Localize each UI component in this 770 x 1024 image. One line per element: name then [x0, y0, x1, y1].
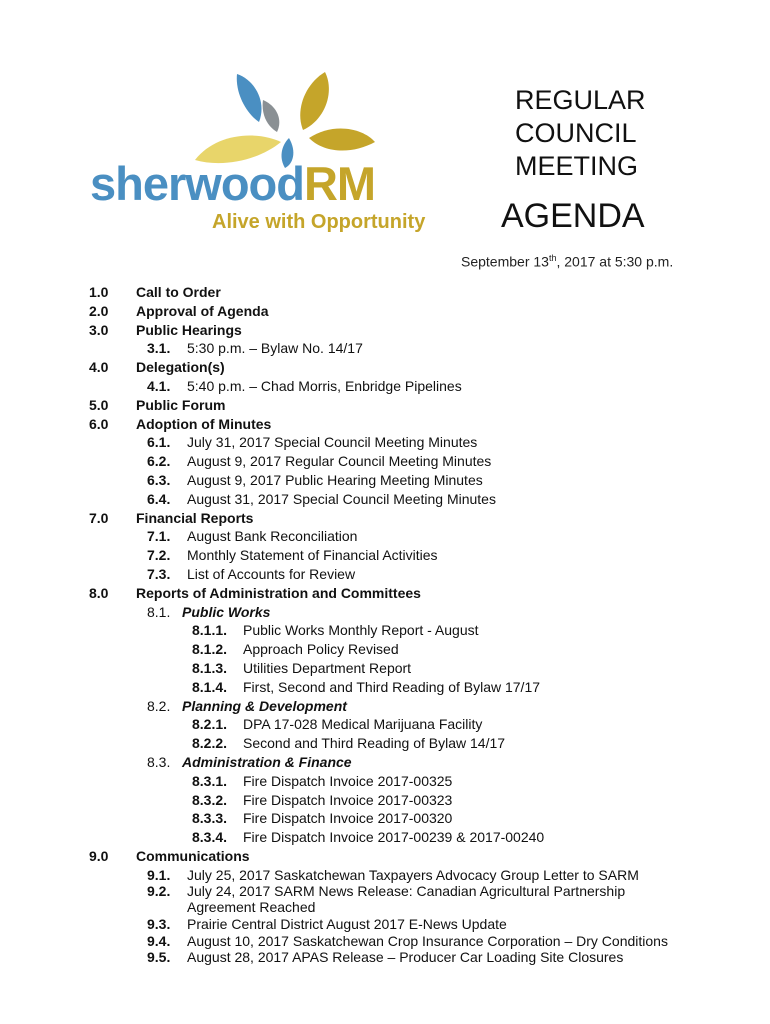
item-number: 9.4.: [147, 932, 171, 949]
item-text: Financial Reports: [136, 509, 254, 526]
item-text: Public Works Monthly Report - August: [243, 622, 479, 639]
agenda-subsubitem: [0, 792, 770, 811]
item-number: 8.3.1.: [192, 772, 228, 789]
item-number: 8.1.: [147, 603, 171, 620]
item-number: 1.0: [89, 284, 109, 300]
item-text: Adoption of Minutes: [136, 415, 272, 432]
sherwood-rm-logo: [90, 72, 462, 232]
agenda-subitem: [0, 867, 770, 884]
agenda-subsubitem: [0, 773, 770, 792]
logo-wordmark: [90, 157, 376, 210]
agenda-subsection: [0, 754, 770, 773]
item-text: August 9, 2017 Regular Council Meeting Minutes: [187, 453, 492, 470]
item-text: August 28, 2017 APAS Release – Producer Car Loading Site Closures: [187, 949, 624, 966]
item-text: Fire Dispatch Invoice 2017-00239 & 2017-00240: [243, 829, 545, 846]
item-number: 6.4.: [147, 490, 171, 507]
item-text: Call to Order: [136, 284, 221, 300]
item-number: 4.0: [89, 359, 109, 376]
agenda-subitem: [0, 434, 770, 453]
item-text: July 25, 2017 Saskatchewan Taxpayers Advocacy Group Letter to SARM: [187, 866, 639, 883]
item-text: Delegation(s): [136, 359, 225, 376]
item-number: 4.1.: [147, 377, 171, 394]
item-text: Prairie Central District August 2017 E-News Update: [187, 916, 507, 933]
agenda-subitem: [0, 566, 770, 585]
item-number: 8.2.2.: [192, 735, 228, 752]
title-line: COUNCIL: [515, 118, 637, 148]
logo-word-rm: RM: [303, 157, 376, 210]
item-text: July 24, 2017 SARM News Release: Canadian Agricultural Partnership Agreement Reached: [187, 883, 626, 916]
item-text: Reports of Administration and Committees: [136, 584, 421, 601]
agenda-subitem: [0, 916, 770, 933]
agenda-subsection: [0, 698, 770, 717]
agenda-subsubitem: [0, 810, 770, 829]
agenda-item: [0, 585, 770, 604]
agenda-item: [0, 397, 770, 416]
item-number: 9.5.: [147, 949, 171, 966]
item-text: August 10, 2017 Saskatchewan Crop Insurance Corporation – Dry Conditions: [187, 932, 668, 949]
title-line: MEETING: [515, 151, 639, 181]
logo-tagline: Alive with Opportunity: [212, 211, 426, 233]
agenda-subitem: [0, 378, 770, 397]
item-number: 6.3.: [147, 471, 171, 488]
item-number: 8.2.1.: [192, 716, 228, 733]
agenda-subitem: [0, 547, 770, 566]
title-line: REGULAR: [515, 85, 646, 115]
meeting-title: [515, 84, 646, 183]
item-text: Fire Dispatch Invoice 2017-00325: [243, 772, 453, 789]
item-number: 8.3.: [147, 753, 171, 770]
item-text: Approval of Agenda: [136, 302, 269, 319]
item-text: Monthly Statement of Financial Activities: [187, 547, 438, 564]
item-text: List of Accounts for Review: [187, 565, 356, 582]
item-number: 8.2.: [147, 697, 171, 714]
logo-word-sherwood: sherwood: [90, 157, 304, 210]
item-text: Utilities Department Report: [243, 659, 412, 676]
item-number: 6.2.: [147, 453, 171, 470]
item-number: 8.1.3.: [192, 659, 228, 676]
item-number: 7.0: [89, 509, 109, 526]
agenda-item: [0, 848, 770, 867]
item-number: 5.0: [89, 396, 109, 413]
agenda-subitem: [0, 491, 770, 510]
item-text: Public Works: [182, 603, 271, 620]
item-text: Fire Dispatch Invoice 2017-00323: [243, 791, 453, 808]
item-text: August 9, 2017 Public Hearing Meeting Minutes: [187, 471, 483, 488]
leaf-emblem-icon: [185, 72, 415, 168]
agenda-subsubitem: [0, 735, 770, 754]
item-number: 8.3.2.: [192, 791, 228, 808]
item-text: Fire Dispatch Invoice 2017-00320: [243, 810, 453, 827]
item-text: Public Hearings: [136, 321, 242, 338]
item-text: First, Second and Third Reading of Bylaw 17/17: [243, 678, 541, 695]
meeting-date: September 13th, 2017 at 5:30 p.m.: [461, 253, 674, 270]
agenda-subsubitem: [0, 641, 770, 660]
agenda-item: [0, 416, 770, 435]
item-text: Planning & Development: [182, 697, 347, 714]
item-number: 8.1.2.: [192, 641, 228, 658]
agenda-subsubitem: [0, 716, 770, 735]
agenda-subsection: [0, 604, 770, 623]
item-number: 8.3.4.: [192, 829, 228, 846]
item-number: 9.1.: [147, 866, 171, 883]
item-text: August Bank Reconciliation: [187, 528, 358, 545]
agenda-subsubitem: [0, 660, 770, 679]
item-number: 6.0: [89, 415, 109, 432]
item-number: 8.3.3.: [192, 810, 228, 827]
agenda-subitem: [0, 933, 770, 950]
item-number: 7.2.: [147, 547, 171, 564]
item-text: DPA 17-028 Medical Marijuana Facility: [243, 716, 483, 733]
item-text: July 31, 2017 Special Council Meeting Minutes: [187, 434, 478, 451]
item-number: 9.2.: [147, 883, 171, 900]
item-number: 3.0: [89, 321, 109, 338]
item-text: August 31, 2017 Special Council Meeting Minutes: [187, 490, 496, 507]
item-text: Approach Policy Revised: [243, 641, 399, 658]
agenda-subsubitem: [0, 622, 770, 641]
agenda-subitem: [0, 453, 770, 472]
agenda-subsubitem: [0, 829, 770, 848]
agenda-item: [0, 322, 770, 341]
agenda-subitem: [0, 883, 770, 916]
agenda-subitem: [0, 472, 770, 491]
item-number: 3.1.: [147, 340, 171, 357]
agenda-subitem: [0, 528, 770, 547]
agenda-heading: AGENDA: [501, 197, 645, 235]
item-number: 8.1.4.: [192, 678, 228, 695]
item-text: Second and Third Reading of Bylaw 14/17: [243, 735, 506, 752]
item-text: Administration & Finance: [182, 753, 352, 770]
item-number: 7.1.: [147, 528, 171, 545]
item-text: Public Forum: [136, 396, 226, 413]
agenda-subitem: [0, 340, 770, 359]
agenda-item: [0, 303, 770, 322]
agenda-subitem: [0, 949, 770, 966]
item-text: 5:40 p.m. – Chad Morris, Enbridge Pipelines: [187, 377, 462, 394]
agenda-item: [0, 359, 770, 378]
item-number: 8.0: [89, 584, 109, 601]
item-text: Communications: [136, 847, 250, 864]
item-number: 6.1.: [147, 434, 171, 451]
agenda-item: [0, 284, 770, 303]
item-number: 8.1.1.: [192, 622, 228, 639]
item-number: 2.0: [89, 302, 109, 319]
item-number: 7.3.: [147, 565, 171, 582]
item-number: 9.0: [89, 847, 109, 864]
item-text: 5:30 p.m. – Bylaw No. 14/17: [187, 340, 363, 357]
agenda-list: [0, 284, 770, 966]
agenda-item: [0, 510, 770, 529]
agenda-subsubitem: [0, 679, 770, 698]
item-number: 9.3.: [147, 916, 171, 933]
